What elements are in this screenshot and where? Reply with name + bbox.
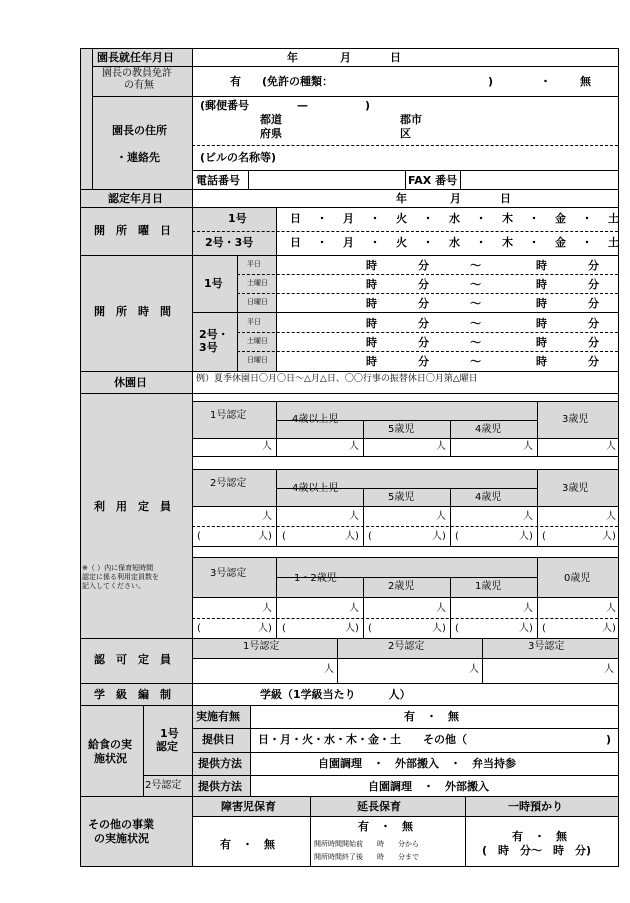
city-ku: 区 [400, 127, 411, 140]
cap2-values-paren-open-4: ( [542, 531, 546, 542]
open-hours-group2-line1: 2号・ [199, 328, 229, 341]
cap1-age4plus: 4歳以上児 [292, 414, 339, 425]
open-day-2-6[interactable]: 水 [449, 236, 460, 249]
hours-ji-end-2: 時 [536, 297, 547, 310]
hours-ji-start-1: 時 [366, 278, 377, 291]
class-text: 学級（1学級当たり 人） [260, 688, 411, 701]
meal-label-line1: 給食の実 [88, 738, 132, 751]
cap3-values-paren-open-3: ( [455, 623, 459, 634]
open-days-label: 開 所 曜 日 [94, 224, 171, 237]
extended-yes-no[interactable]: 有 ・ 無 [358, 820, 413, 833]
cap2-values-person-2: 人 [436, 511, 446, 522]
hours-fun-start-1: 分 [418, 278, 429, 291]
meal-days-value[interactable]: 日・月・火・水・木・金・土 その他（ [258, 733, 467, 746]
hours-tilde-3: 〜 [470, 317, 481, 330]
hours-ji-start-5: 時 [366, 355, 377, 368]
meal-cert1-line2: 認定 [156, 740, 178, 753]
disabled-yes-no[interactable]: 有 ・ 無 [220, 838, 275, 851]
hours-fun-end-4: 分 [588, 336, 599, 349]
open-day-1-3: ・ [369, 212, 381, 225]
cap1-age4: 4歳児 [475, 424, 502, 435]
cap1-age3: 3歳児 [562, 414, 589, 425]
cap3-values-paren-open-0: ( [197, 623, 201, 634]
meal-cert2: 2号認定 [145, 780, 182, 791]
hours-ji-start-3: 時 [366, 317, 377, 330]
cap2-values-person-3: 人 [523, 511, 533, 522]
open-days-row2-label: 2号・3号 [205, 236, 254, 249]
cap1-age5: 5歳児 [388, 424, 415, 435]
open-day-2-8[interactable]: 木 [502, 236, 513, 249]
cap2-values-paren-close-0: 人) [258, 531, 272, 542]
open-day-1-9: ・ [528, 212, 540, 225]
cap2-values-paren-close-1: 人) [345, 531, 359, 542]
approved-person3: 人 [604, 664, 614, 675]
open-day-1-10[interactable]: 金 [555, 212, 566, 225]
capacity-note-line3: 記入してください。 [82, 582, 145, 590]
prefecture-fuken: 府県 [260, 127, 282, 140]
closed-days-example: 例）夏季休園日〇月〇日～△月△日、〇〇行事の振替休日〇月第△曜日 [196, 374, 478, 384]
principal-start-year: 年 [287, 51, 298, 64]
open-day-1-2[interactable]: 月 [343, 212, 354, 225]
cap2-age3: 3歳児 [562, 483, 589, 494]
cap-cert1: 1号認定 [210, 410, 247, 421]
meal-cert1-line1: 1号 [160, 727, 179, 740]
license-types-close: ) [488, 75, 494, 88]
cap1-values-person-3: 人 [523, 441, 533, 452]
cap2-values-paren-close-4: 人) [602, 531, 616, 542]
cert-day: 日 [500, 192, 511, 205]
hours-fun-start-0: 分 [418, 259, 429, 272]
open-day-2-0[interactable]: 日 [290, 236, 301, 249]
open-day-2-3: ・ [369, 236, 381, 249]
fax-label: FAX 番号 [408, 174, 458, 187]
open-day-2-2[interactable]: 月 [343, 236, 354, 249]
cap3-values-person-2: 人 [436, 603, 446, 614]
license-types-open: (免許の種類： [262, 75, 334, 88]
open-day-1-0[interactable]: 日 [290, 212, 301, 225]
approved-cert1: 1号認定 [243, 641, 280, 652]
hours-fun-start-2: 分 [418, 297, 429, 310]
cap3-values-person-4: 人 [606, 603, 616, 614]
prefecture-todo: 都道 [260, 113, 282, 126]
address-label-line2: ・連絡先 [116, 151, 160, 164]
open-day-2-7: ・ [475, 236, 487, 249]
approved-label: 認 可 定 員 [94, 653, 171, 666]
hours-daytype-2: 日曜日 [247, 298, 268, 306]
open-day-2-1: ・ [316, 236, 328, 249]
hours-ji-start-2: 時 [366, 297, 377, 310]
open-day-1-6[interactable]: 水 [449, 212, 460, 225]
address-label-line1: 園長の住所 [112, 124, 167, 137]
cap2-age5: 5歳児 [388, 492, 415, 503]
cap3-values-person-3: 人 [523, 603, 533, 614]
phone-label: 電話番号 [196, 174, 240, 187]
capacity-label: 利 用 定 員 [94, 500, 171, 513]
cap3-values-paren-close-2: 人) [432, 623, 446, 634]
open-day-2-9: ・ [528, 236, 540, 249]
cap3-age12: 1・2歳児 [294, 573, 337, 584]
other-label-line1: その他の事業 [88, 818, 154, 831]
other-label-line2: の実施状況 [94, 832, 149, 845]
capacity-note-line2: 認定に係る利用定員数を [82, 573, 159, 581]
open-day-2-11: ・ [581, 236, 593, 249]
open-day-1-12[interactable]: 土 [608, 212, 619, 225]
postal-dash: — [297, 99, 308, 112]
license-has[interactable]: 有 [230, 75, 241, 88]
hours-fun-start-4: 分 [418, 336, 429, 349]
meal-impl-label: 実施有無 [196, 710, 240, 723]
city-gunshi: 郡市 [400, 113, 422, 126]
meal-days-close: ) [606, 733, 612, 746]
cap2-values-person-4: 人 [606, 511, 616, 522]
cap2-values-paren-open-0: ( [197, 531, 201, 542]
open-day-1-4[interactable]: 火 [396, 212, 407, 225]
open-day-1-8[interactable]: 木 [502, 212, 513, 225]
hours-ji-start-0: 時 [366, 259, 377, 272]
hours-daytype-0: 平日 [247, 260, 261, 268]
other-temporary: 一時預かり [508, 800, 563, 813]
capacity-label-bg [80, 393, 192, 638]
cert-month: 月 [450, 192, 461, 205]
approved-cert3: 3号認定 [528, 641, 565, 652]
hours-ji-end-1: 時 [536, 278, 547, 291]
hours-daytype-5: 日曜日 [247, 356, 268, 364]
class-label: 学 級 編 制 [94, 688, 171, 701]
cert-date-label: 認定年月日 [108, 192, 163, 205]
capacity-note-line1: ※（ ）内に保育短時間 [82, 564, 154, 572]
open-day-1-11: ・ [581, 212, 593, 225]
hours-ji-end-5: 時 [536, 355, 547, 368]
cap2-values-person-1: 人 [349, 511, 359, 522]
principal-start-day: 日 [390, 51, 401, 64]
meal-days-label: 提供日 [202, 733, 235, 746]
cap2-values-paren-open-1: ( [282, 531, 286, 542]
principal-start-month: 月 [340, 51, 351, 64]
open-hours-group2-line2: 3号 [199, 341, 218, 354]
cap2-values-paren-close-2: 人) [432, 531, 446, 542]
hours-daytype-3: 平日 [247, 318, 261, 326]
cap3-values-person-1: 人 [349, 603, 359, 614]
hours-ji-start-4: 時 [366, 336, 377, 349]
hours-fun-end-2: 分 [588, 297, 599, 310]
hours-fun-end-1: 分 [588, 278, 599, 291]
cap2-values-person-0: 人 [262, 511, 272, 522]
hours-fun-end-0: 分 [588, 259, 599, 272]
building-label: (ビルの名称等) [200, 151, 277, 164]
cap3-values-paren-open-2: ( [368, 623, 372, 634]
open-day-1-7: ・ [475, 212, 487, 225]
extended-before: 開所時間開始前 時 分から [314, 840, 419, 848]
open-day-2-10[interactable]: 金 [555, 236, 566, 249]
other-extended: 延長保育 [357, 800, 401, 813]
approved-person2: 人 [469, 664, 479, 675]
cap2-age4plus: 4歳以上児 [292, 483, 339, 494]
open-day-2-4[interactable]: 火 [396, 236, 407, 249]
open-days-row1-label: 1号 [228, 212, 247, 225]
extended-after: 開所時間終了後 時 分まで [314, 853, 419, 861]
meal-method1-value[interactable]: 自園調理 ・ 外部搬入 ・ 弁当持参 [318, 757, 516, 770]
cap3-values-paren-close-1: 人) [345, 623, 359, 634]
cap3-values-paren-close-0: 人) [258, 623, 272, 634]
cap3-values-person-0: 人 [262, 603, 272, 614]
open-hours-group1: 1号 [204, 277, 223, 290]
cap1-values-person-2: 人 [436, 441, 446, 452]
cap1-values-person-0: 人 [262, 441, 272, 452]
hours-daytype-4: 土曜日 [247, 337, 268, 345]
meal-method2-label: 提供方法 [198, 780, 242, 793]
closed-days-label: 休園日 [114, 376, 147, 389]
cap1-values-person-1: 人 [349, 441, 359, 452]
other-disabled: 障害児保育 [221, 800, 276, 813]
cap3-age1: 1歳児 [475, 581, 502, 592]
meal-method1-label: 提供方法 [198, 757, 242, 770]
cap3-values-paren-open-4: ( [542, 623, 546, 634]
hours-ji-end-4: 時 [536, 336, 547, 349]
temporary-hours: ( 時 分～ 時 分) [482, 844, 592, 857]
cap3-age2: 2歳児 [388, 581, 415, 592]
cap3-age0: 0歳児 [564, 573, 591, 584]
open-day-2-12[interactable]: 土 [608, 236, 619, 249]
hours-fun-start-5: 分 [418, 355, 429, 368]
cap3-values-paren-open-1: ( [282, 623, 286, 634]
license-label-line1: 園長の教員免許 [102, 68, 172, 79]
license-dot: ・ [540, 75, 551, 88]
approved-cert2: 2号認定 [388, 641, 425, 652]
postal-close: ) [365, 99, 371, 112]
license-none[interactable]: 無 [580, 75, 591, 88]
hours-tilde-4: 〜 [470, 336, 481, 349]
other-label-bg [80, 796, 192, 866]
open-hours-label: 開 所 時 間 [94, 305, 171, 318]
cap1-values-person-4: 人 [606, 441, 616, 452]
cert-year: 年 [396, 192, 407, 205]
cap2-age4: 4歳児 [475, 492, 502, 503]
cap3-values-paren-close-4: 人) [602, 623, 616, 634]
open-day-1-1: ・ [316, 212, 328, 225]
postal-label: (郵便番号 [200, 99, 250, 112]
cap2-values-paren-open-2: ( [368, 531, 372, 542]
open-day-2-5: ・ [422, 236, 434, 249]
hours-ji-end-0: 時 [536, 259, 547, 272]
cap2-values-paren-close-3: 人) [519, 531, 533, 542]
hours-daytype-1: 土曜日 [247, 279, 268, 287]
meal-label-line2: 施状況 [94, 752, 127, 765]
cap-cert2: 2号認定 [210, 478, 247, 489]
hours-ji-end-3: 時 [536, 317, 547, 330]
hours-tilde-0: 〜 [470, 259, 481, 272]
hours-tilde-1: 〜 [470, 278, 481, 291]
temporary-yes-no[interactable]: 有 ・ 無 [512, 830, 567, 843]
cap-cert3: 3号認定 [210, 568, 247, 579]
hours-fun-start-3: 分 [418, 317, 429, 330]
principal-start-date-label: 園長就任年月日 [97, 51, 174, 64]
cap2-values-paren-open-3: ( [455, 531, 459, 542]
meal-impl-value[interactable]: 有 ・ 無 [404, 710, 459, 723]
hours-fun-end-5: 分 [588, 355, 599, 368]
open-day-1-5: ・ [422, 212, 434, 225]
hours-tilde-2: 〜 [470, 297, 481, 310]
license-label-line2: の有無 [124, 80, 154, 91]
meal-method2-value[interactable]: 自園調理 ・ 外部搬入 [368, 780, 489, 793]
hours-fun-end-3: 分 [588, 317, 599, 330]
approved-person1: 人 [324, 664, 334, 675]
hours-tilde-5: 〜 [470, 355, 481, 368]
cap3-values-paren-close-3: 人) [519, 623, 533, 634]
